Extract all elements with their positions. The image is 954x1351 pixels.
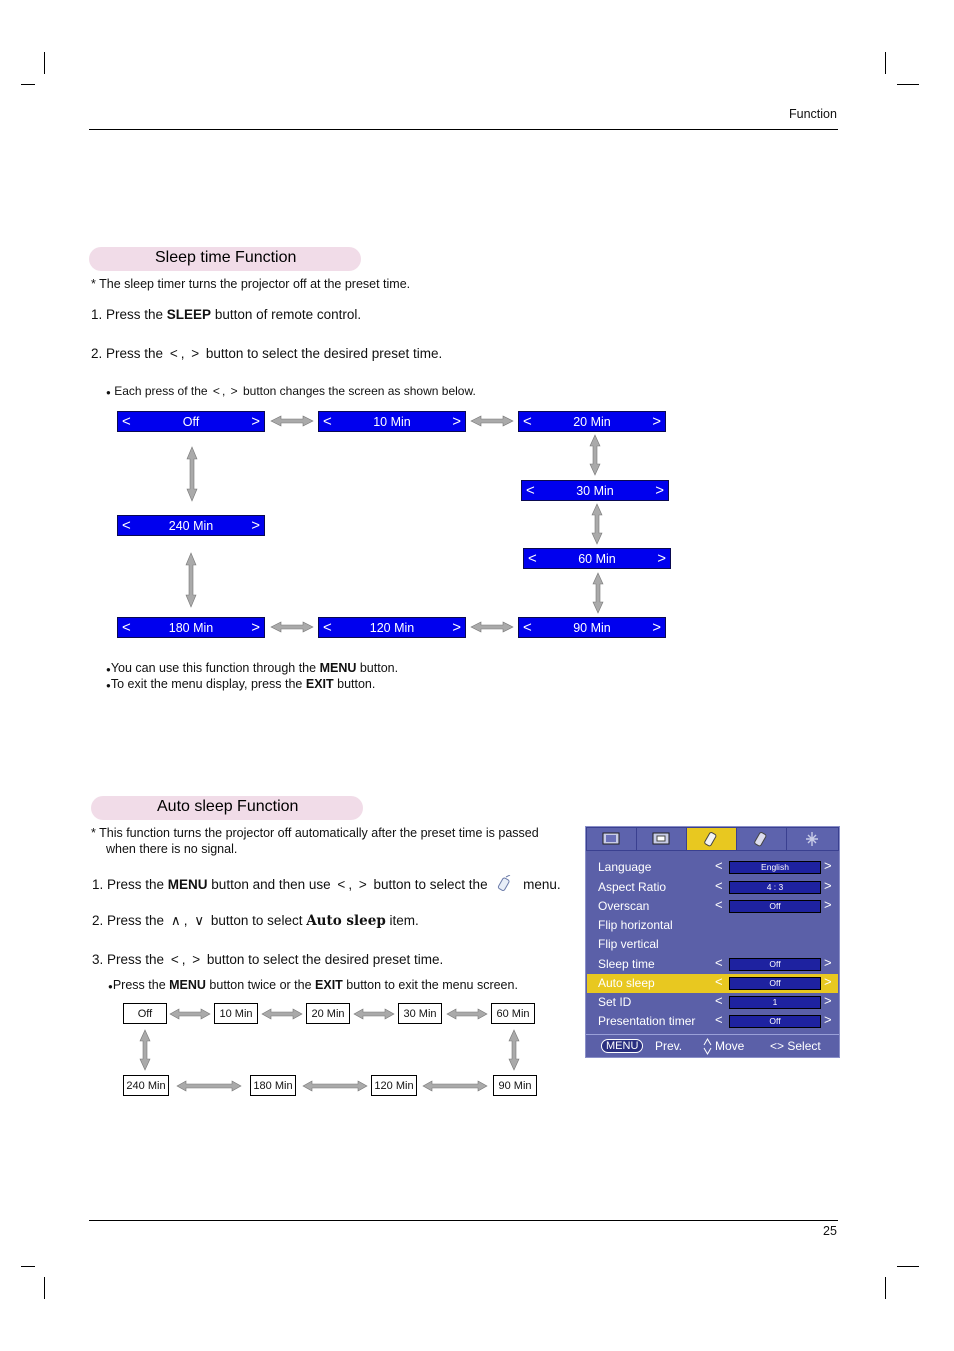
auto-note-line1: * This function turns the projector off automatically after the preset time is passed [91,826,539,840]
crop-mark [44,52,45,74]
page-number: 25 [823,1224,837,1238]
osd-footer [586,1034,839,1058]
double-arrow-icon [303,1080,367,1092]
sleep-box-60: < 60 Min > [523,548,671,569]
sleep-bullet-each: ● Each press of the < , > button changes the screen as shown below. [106,384,476,398]
option-menu-icon [497,875,513,893]
osd-row-flip-vertical[interactable]: Flip vertical [598,937,659,951]
sleep-box-90: < 90 Min > [518,617,666,638]
auto-step-3: 3. Press the < , > button to select the desired preset time. [92,952,444,967]
auto-title: Auto sleep Function [157,798,299,815]
crop-mark [21,84,35,85]
double-arrow-icon [471,414,513,428]
osd-footer-prev: Prev. [655,1039,683,1053]
up-down-icon [703,1038,712,1055]
crop-mark [897,1266,919,1267]
double-arrow-icon [423,1080,487,1092]
monitor-icon [587,828,636,850]
sleep-box-180: < 180 Min > [117,617,265,638]
sleep-title: Sleep time Function [155,249,297,266]
osd-tab-input[interactable] [787,828,838,850]
vertical-double-arrow-icon [591,573,605,613]
vertical-double-arrow-icon [185,447,199,501]
sleep-box-240: < 240 Min > [117,515,265,536]
osd-footer-move: Move [715,1039,745,1053]
sleep-note: * The sleep timer turns the projector off at the preset time. [91,277,411,291]
auto-box-90: 90 Min [493,1075,537,1096]
auto-box-60: 60 Min [491,1003,535,1024]
sleep-step-2: 2. Press the < , > button to select the desired preset time. [91,346,443,361]
section-header: Function [789,107,837,121]
vertical-double-arrow-icon [507,1030,521,1070]
osd-row-presentation-timer[interactable]: Presentation timer < Off > [598,1012,832,1028]
auto-title-pill [91,796,363,820]
input-icon [787,828,838,850]
screen-icon [637,828,686,850]
auto-box-20: 20 Min [306,1003,350,1024]
auto-box-10: 10 Min [214,1003,258,1024]
footer-rule [89,1220,838,1221]
crop-mark [21,1266,35,1267]
double-arrow-icon [354,1008,394,1020]
auto-box-30: 30 Min [398,1003,442,1024]
double-arrow-icon [177,1080,241,1092]
osd-menu [585,826,840,1058]
osd-row-flip-horizontal[interactable]: Flip horizontal [598,918,673,932]
osd-tab-picture[interactable] [587,828,636,850]
auto-box-240: 240 Min [123,1075,169,1096]
osd-row-auto-sleep[interactable]: Auto sleep < Off > [587,974,838,993]
double-arrow-icon [447,1008,487,1020]
auto-step-2: 2. Press the ∧ , ∨ button to select Auto sleep item. [92,913,419,929]
option-icon [687,828,736,850]
crop-mark [885,52,886,74]
vertical-double-arrow-icon [588,435,602,475]
osd-tab-screen[interactable] [637,828,686,850]
crop-mark [44,1277,45,1299]
osd-row-aspect-ratio[interactable]: Aspect Ratio < 4 : 3 > [598,878,832,894]
osd-row-sleep-time[interactable]: Sleep time < Off > [598,955,832,971]
osd-tab-bar [586,827,839,851]
sleep-box-120: < 120 Min > [318,617,466,638]
double-arrow-icon [271,620,313,634]
osd-row-set-id[interactable]: Set ID < 1 > [598,993,832,1009]
auto-box-off: Off [123,1003,167,1024]
crop-mark [885,1277,886,1299]
osd-row-language[interactable]: Language < English > [598,858,832,874]
vertical-double-arrow-icon [184,553,198,607]
menu-key-badge: MENU [601,1039,643,1053]
osd-tab-setup[interactable] [737,828,786,850]
sleep-box-off: < Off > [117,411,265,432]
osd-footer-select: <> Select [770,1039,821,1053]
auto-note-line2: when there is no signal. [106,842,238,856]
auto-bullet-exit: ●Press the MENU button twice or the EXIT button to exit the menu screen. [108,978,518,992]
double-arrow-icon [262,1008,302,1020]
sleep-box-30: < 30 Min > [521,480,669,501]
setup-icon [737,828,786,850]
crop-mark [897,84,919,85]
sleep-box-10: < 10 Min > [318,411,466,432]
sleep-box-20: < 20 Min > [518,411,666,432]
sleep-title-pill [89,247,361,271]
osd-tab-option[interactable] [687,828,736,850]
vertical-double-arrow-icon [138,1030,152,1070]
vertical-double-arrow-icon [590,504,604,544]
sleep-step-1: 1. Press the SLEEP button of remote control. [91,307,362,322]
header-rule [89,129,838,130]
auto-box-180: 180 Min [250,1075,296,1096]
auto-step-1: 1. Press the MENU button and then use < , > button to select the menu. [92,877,561,892]
osd-row-overscan[interactable]: Overscan < Off > [598,897,832,913]
sleep-bullet-menu: ●You can use this function through the MENU button. [106,661,399,675]
double-arrow-icon [170,1008,210,1020]
sleep-bullet-exit: ●To exit the menu display, press the EXIT button. [106,677,376,691]
auto-box-120: 120 Min [371,1075,417,1096]
double-arrow-icon [471,620,513,634]
double-arrow-icon [271,414,313,428]
